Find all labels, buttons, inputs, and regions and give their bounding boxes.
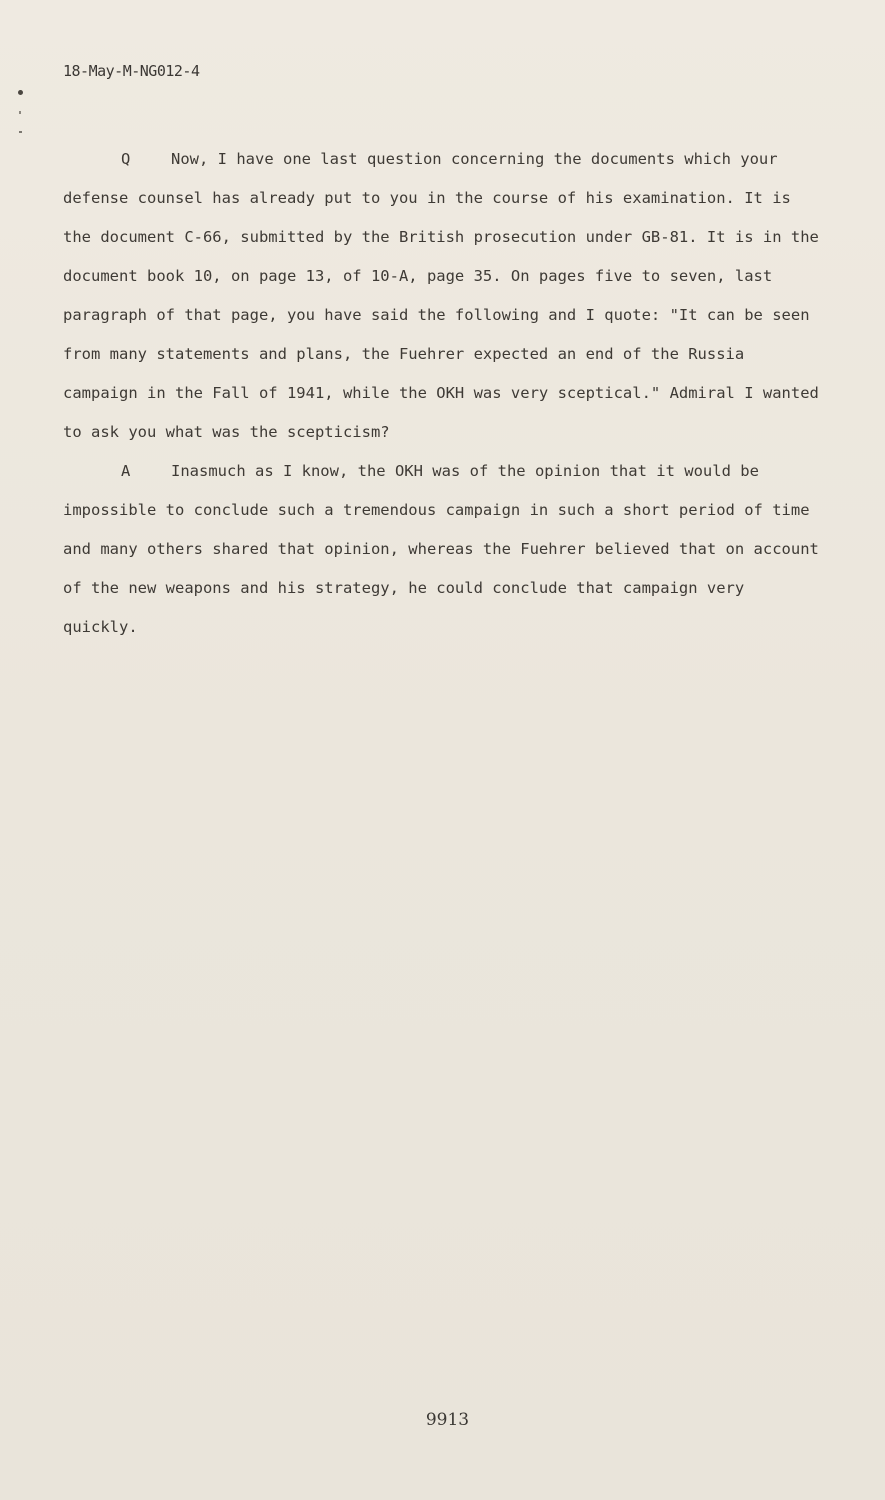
document-header-id: 18-May-M-NG012-4 bbox=[63, 62, 200, 80]
page-number: 9913 bbox=[425, 1410, 470, 1430]
speaker-label: Q bbox=[121, 150, 131, 168]
transcript-body bbox=[63, 140, 828, 647]
margin-tick-mark bbox=[19, 111, 21, 114]
paragraph-text: Now, I have one last question concerning the documents which your defense counsel has already put to you in the course of his examination. It is the document C-66, submitted by the British prosecution under GB-81. It is in the document book 10, on page 13, of 10-A, page 35. On pages five to seven, last paragraph of that page, you have said the following and I quote: "It can be seen from many statements and plans, the Fuehrer expected an end of the Russia campaign in the Fall of 1941, while the OKH was very sceptical." Admiral I wanted to ask you what was the scepticism? bbox=[63, 150, 819, 441]
answer-paragraph bbox=[63, 452, 828, 647]
speaker-label: A bbox=[121, 462, 131, 480]
paragraph-text: Inasmuch as I know, the OKH was of the opinion that it would be impossible to conclude such a tremendous campaign in such a short period of time and many others shared that opinion, whereas the Fuehrer believed that on account of the new weapons and his strategy, he could conclude that campaign very quickly. bbox=[63, 462, 819, 636]
question-paragraph bbox=[63, 140, 828, 452]
margin-punch-mark bbox=[18, 90, 23, 95]
margin-tick-mark bbox=[19, 131, 22, 133]
